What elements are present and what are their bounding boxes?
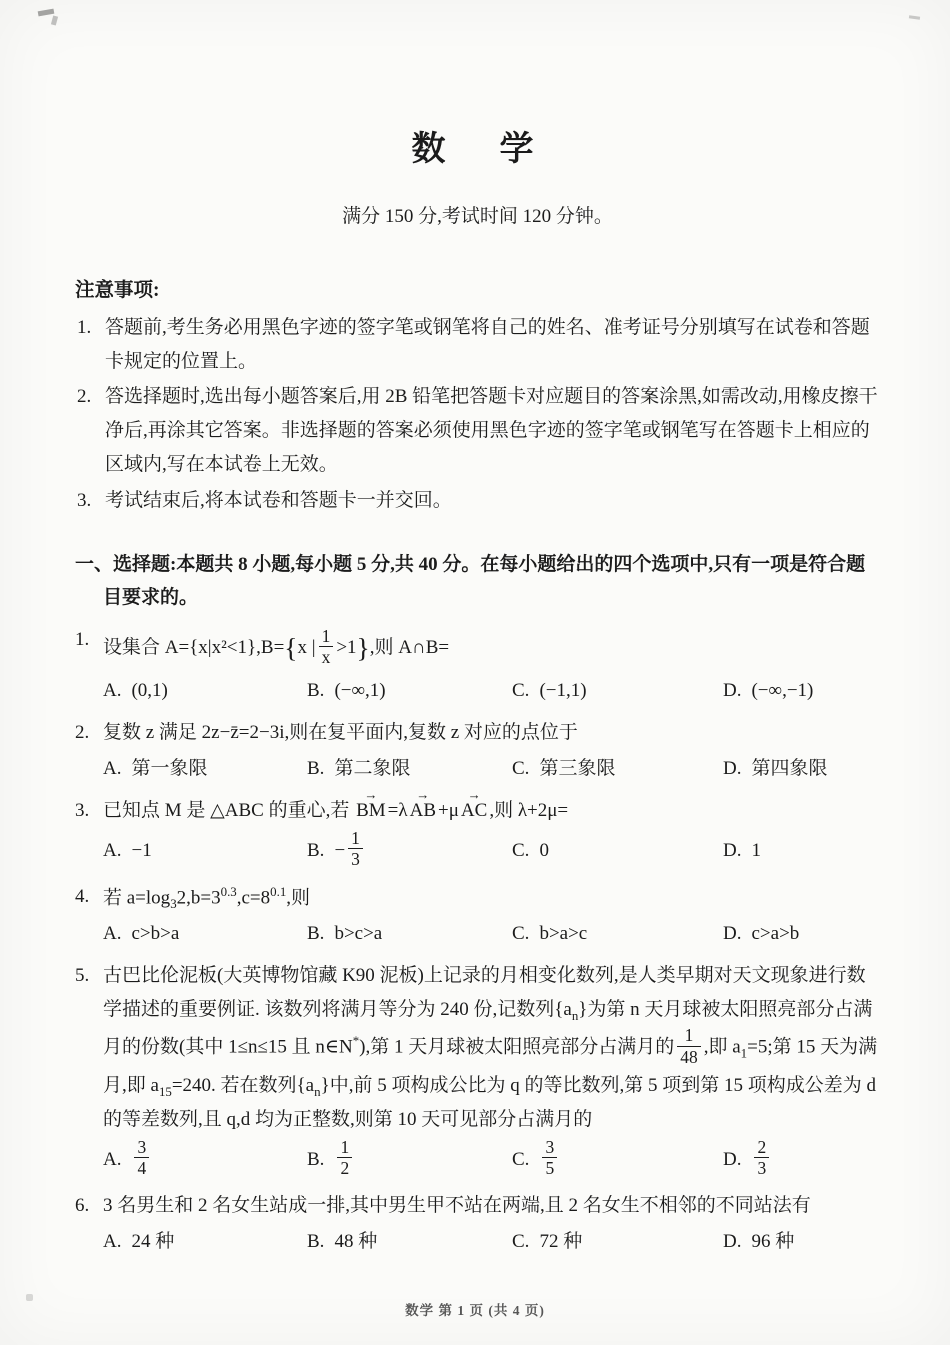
stem-text: 3 名男生和 2 名女生站成一排,其中男生甲不站在两端,且 2 名女生不相邻的不同站法有 <box>103 1195 811 1216</box>
sequence-subscript: 1 <box>740 1045 748 1061</box>
choices-row <box>75 917 880 951</box>
choice <box>103 674 307 708</box>
choice-text: (−1,1) <box>539 680 587 702</box>
note-number: 2. <box>77 386 92 408</box>
fraction <box>677 1025 700 1067</box>
choices-row <box>75 752 880 786</box>
choice <box>512 1136 723 1181</box>
section-heading: 一、选择题:本题共 8 小题,每小题 5 分,共 40 分。在每小题给出的四个选项中,只有一项是符合题目要求的。 <box>75 553 866 609</box>
note-text: 答题前,考生务必用黑色字迹的签字笔或钢笔将自己的姓名、准考证号分别填写在试卷和答题卡规定的位置上。 <box>105 316 870 372</box>
sequence-subscript: n <box>571 1007 579 1023</box>
question-number: 1. <box>75 629 90 651</box>
stem-text: ,则 <box>286 887 311 909</box>
fraction-denominator: 2 <box>337 1157 352 1179</box>
choice-label: C. <box>512 680 530 702</box>
stem-text: }中,前 5 项构成公比为 q 的等比数列,第 5 项到第 15 项构成公差为 d 的等差数列,且 q,d 均为正整数,则第 10 天可见部分占满月的 <box>103 1075 876 1130</box>
choice <box>307 917 512 951</box>
choice-text: b>a>c <box>539 923 588 945</box>
sequence-subscript: 15 <box>158 1083 172 1099</box>
choice-label: D. <box>723 923 742 945</box>
choice-label: D. <box>723 1148 742 1170</box>
fraction-denominator: 48 <box>677 1046 700 1068</box>
choice-label: B. <box>307 680 325 702</box>
choice-text: 72 种 <box>539 1230 583 1252</box>
choice <box>103 1225 307 1259</box>
note-number: 3. <box>77 489 92 511</box>
brace-open: { <box>284 632 298 664</box>
log-base: 3 <box>170 896 177 912</box>
stem-text: 复数 z 满足 2z−z̄=2−3i,则在复平面内,复数 z 对应的点位于 <box>103 722 578 744</box>
choice <box>512 834 723 868</box>
choice-label: D. <box>723 758 742 780</box>
choice <box>307 1136 512 1181</box>
fraction <box>348 828 363 870</box>
note-item <box>75 311 880 379</box>
exam-info: 满分 150 分,考试时间 120 分钟。 <box>342 206 613 228</box>
fraction <box>542 1137 557 1179</box>
choice <box>723 674 880 708</box>
fraction-numerator: 3 <box>137 1136 147 1157</box>
fraction-numerator: 1 <box>351 827 360 848</box>
choice <box>723 1136 880 1181</box>
note-item <box>75 484 880 518</box>
vector-ab: AB → <box>410 794 436 828</box>
choice-label: C. <box>512 1148 530 1170</box>
choice-text: (−∞,−1) <box>751 680 814 702</box>
choice-text: 24 种 <box>131 1230 175 1252</box>
fraction <box>337 1137 352 1179</box>
question-3 <box>75 794 880 872</box>
choice-text: 第三象限 <box>539 758 616 780</box>
choice-text: c>a>b <box>751 923 800 945</box>
scan-artifact <box>38 9 55 17</box>
question-stem <box>75 623 880 672</box>
stem-text: ),第 1 天月球被太阳照亮部分占满月的 <box>359 1036 675 1058</box>
page-footer: 数学 第 1 页 (共 4 页) <box>405 1302 545 1318</box>
stem-text: =240. 若在数列{a <box>171 1075 315 1097</box>
choices-row <box>75 1225 880 1259</box>
stem-text: 若 a=log <box>103 887 171 909</box>
choice <box>307 1225 512 1259</box>
choice-label: A. <box>103 1230 122 1252</box>
question-stem <box>75 1189 880 1223</box>
choice-label: D. <box>723 680 742 702</box>
question-2 <box>75 716 880 786</box>
question-4 <box>75 880 880 951</box>
stem-text: =λ <box>387 800 408 822</box>
choice <box>512 1225 723 1259</box>
stem-text: 2,b=3 <box>176 887 221 909</box>
sequence-subscript: n <box>314 1083 321 1099</box>
choices-row <box>75 674 880 708</box>
stem-text: =5;第 15 天为满月,即 a <box>103 1036 878 1097</box>
exponent: 0.1 <box>270 884 287 900</box>
question-number: 4. <box>75 886 90 908</box>
note-text: 考试结束后,将本试卷和答题卡一并交回。 <box>105 489 452 511</box>
choices-row <box>75 827 880 872</box>
fraction-denominator: x <box>319 646 334 668</box>
choice-label: A. <box>103 923 122 945</box>
question-number: 3. <box>75 800 90 822</box>
choice <box>512 752 723 786</box>
notes-heading: 注意事项: <box>75 280 160 301</box>
stem-text: ,c=8 <box>236 887 271 909</box>
choice-label: A. <box>103 680 122 702</box>
choice-text: (−∞,1) <box>334 680 386 702</box>
fraction-numerator: 3 <box>545 1136 555 1157</box>
choices-row <box>75 1136 880 1181</box>
choice <box>307 674 512 708</box>
choice-label: A. <box>103 1148 122 1170</box>
fraction-denominator: 3 <box>754 1157 769 1179</box>
stem-text: 设集合 A={x|x²<1},B= <box>103 637 285 659</box>
choice-label: C. <box>512 840 530 862</box>
choice-label: B. <box>307 758 325 780</box>
choice-text: 48 种 <box>334 1230 378 1252</box>
page-title: 数 学 <box>411 131 544 168</box>
choice <box>307 827 512 872</box>
brace-close: } <box>356 632 370 664</box>
choice <box>103 917 307 951</box>
choice <box>103 1136 307 1181</box>
choice-text: 96 种 <box>751 1230 795 1252</box>
question-stem <box>75 794 880 828</box>
natural-number-star: * <box>352 1033 360 1049</box>
stem-text: 古巴比伦泥板(大英博物馆藏 K90 泥板)上记录的月相变化数列,是人类早期对天文现象进行数学描述的重要例证. 该数列将满月等分为 240 份,记数列{a <box>103 965 866 1021</box>
question-number: 2. <box>75 722 90 744</box>
question-stem <box>75 959 880 1137</box>
question-1 <box>75 623 880 708</box>
choice-text: 0 <box>539 840 549 862</box>
choice <box>307 752 512 786</box>
note-item <box>75 380 880 481</box>
question-5 <box>75 959 880 1181</box>
choice-label: B. <box>307 1230 325 1252</box>
choice-text: 第四象限 <box>751 758 828 780</box>
minus-sign: − <box>334 840 346 862</box>
choice-label: A. <box>103 758 122 780</box>
scan-artifact <box>51 16 58 26</box>
choice-label: D. <box>723 840 742 862</box>
question-stem <box>75 716 880 750</box>
note-number: 1. <box>77 316 92 338</box>
choice <box>512 917 723 951</box>
vector-ac: AC → <box>461 794 487 828</box>
choice-label: B. <box>307 1148 325 1170</box>
choice <box>723 834 880 868</box>
choice-text: b>c>a <box>334 923 383 945</box>
fraction-numerator: 2 <box>757 1136 767 1157</box>
stem-text: +μ <box>438 800 459 822</box>
choice <box>723 917 880 951</box>
question-number: 5. <box>75 965 90 987</box>
fraction <box>754 1137 769 1179</box>
question-stem <box>75 880 880 915</box>
stem-text: >1 <box>336 637 357 659</box>
vector-bm: BM → <box>356 794 386 828</box>
choice <box>103 752 307 786</box>
choice-text: 1 <box>751 840 761 862</box>
choice <box>723 1225 880 1259</box>
choice-label: B. <box>307 840 325 862</box>
choice-label: C. <box>512 758 530 780</box>
stem-text: }为第 n 天月球被太阳照亮部分占满月的份数(其中 1≤n≤15 且 n∈N <box>103 999 873 1058</box>
choice-text: 第一象限 <box>131 758 208 780</box>
fraction <box>134 1137 149 1179</box>
fraction <box>319 626 334 668</box>
choice <box>512 674 723 708</box>
choice-label: C. <box>512 1230 530 1252</box>
note-text: 答选择题时,选出每小题答案后,用 2B 铅笔把答题卡对应题目的答案涂黑,如需改动,用橡皮擦干净后,再涂其它答案。非选择题的答案必须使用黑色字迹的签字笔或钢笔写在答题卡上相应的区域内,写在本试卷上无效。 <box>105 386 878 475</box>
fraction-denominator: 5 <box>542 1157 557 1179</box>
fraction-numerator: 1 <box>340 1136 350 1157</box>
question-number: 6. <box>75 1195 90 1216</box>
exponent: 0.3 <box>220 884 237 900</box>
stem-text: x | <box>297 637 316 659</box>
fraction-denominator: 3 <box>348 848 363 870</box>
choice-text: −1 <box>131 840 152 862</box>
stem-text: ,则 λ+2μ= <box>489 800 569 822</box>
choice-text: (0,1) <box>131 680 168 702</box>
stem-text: ,则 A∩B= <box>369 637 450 659</box>
scan-artifact <box>909 15 920 20</box>
fraction-numerator: 1 <box>321 625 331 646</box>
question-6 <box>75 1189 880 1259</box>
fraction-denominator: 4 <box>134 1157 149 1179</box>
choice <box>723 752 880 786</box>
choice-label: C. <box>512 923 530 945</box>
stem-text: ,即 a <box>703 1036 741 1058</box>
choice-label: D. <box>723 1230 742 1252</box>
choice-label: A. <box>103 840 122 862</box>
choice <box>103 834 307 868</box>
choice-label: B. <box>307 923 325 945</box>
fraction-numerator: 1 <box>684 1024 694 1045</box>
choice-text: 第二象限 <box>334 758 411 780</box>
choice-text: c>b>a <box>131 923 180 945</box>
stem-text: 已知点 M 是 △ABC 的重心,若 <box>103 800 355 822</box>
